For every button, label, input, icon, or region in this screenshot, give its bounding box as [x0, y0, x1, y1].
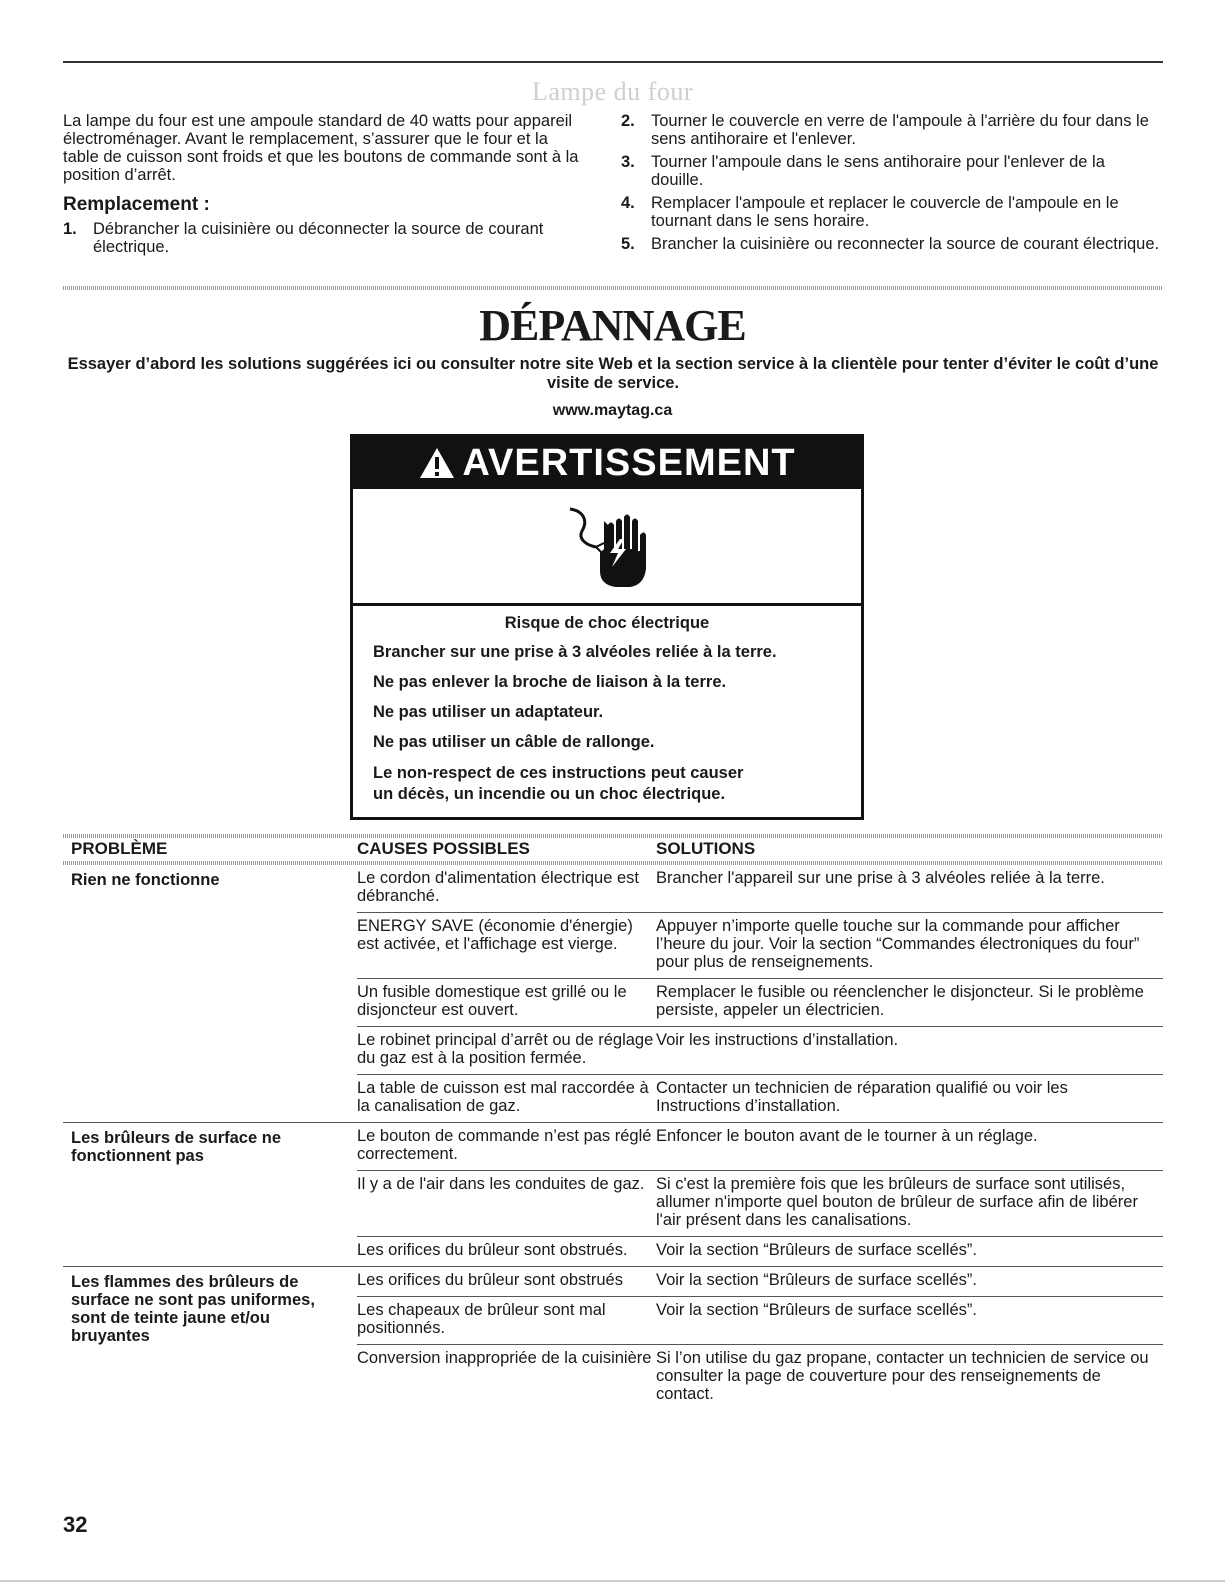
- solution-cell: Brancher l'appareil sur une prise à 3 alvéoles reliée à la terre.: [656, 869, 1105, 887]
- cause-cell: Les chapeaux de brûleur sont mal positionnés.: [357, 1301, 606, 1337]
- website-link[interactable]: www.maytag.ca: [552, 402, 673, 419]
- table-row: [357, 1344, 1163, 1410]
- electric-shock-hand-icon: [562, 501, 652, 591]
- step-number: 5.: [621, 235, 635, 253]
- solution-cell: Remplacer le fusible ou réenclencher le disjoncteur. Si le problème persiste, appeler un électricien.: [656, 983, 1144, 1019]
- cause-cell: Le cordon d'alimentation électrique est débranché.: [357, 869, 639, 905]
- step-number: 2.: [621, 112, 635, 130]
- solution-cell: Si l’on utilise du gaz propane, contacter un technicien de service ou consulter la page de couverture pour des renseignements de contact.: [656, 1349, 1149, 1403]
- lamp-step: [63, 220, 583, 256]
- top-rule: [63, 61, 1163, 63]
- header-problem: PROBLÈME: [71, 839, 168, 858]
- lamp-section-title: Lampe du four: [531, 77, 693, 106]
- table-row: [357, 1026, 1163, 1074]
- table-row: [357, 912, 1163, 978]
- problem-label: Rien ne fonctionne: [71, 871, 220, 889]
- solution-cell: Voir les instructions d’installation.: [656, 1031, 899, 1049]
- table-row: [357, 978, 1163, 1026]
- solution-cell: Contacter un technicien de réparation qualifié ou voir les Instructions d’installation.: [656, 1079, 1068, 1115]
- solution-cell: Voir la section “Brûleurs de surface scellés”.: [656, 1271, 977, 1289]
- warning-header-text: AVERTISSEMENT: [462, 441, 796, 484]
- step-text: Remplacer l'ampoule et replacer le couvercle de l'ampoule en le tournant dans le sens horaire.: [651, 194, 1119, 230]
- warning-line: Ne pas enlever la broche de liaison à la terre.: [373, 673, 727, 691]
- replacement-subheading: Remplacement :: [63, 194, 210, 215]
- solution-cell: Enfoncer le bouton avant de le tourner à un réglage.: [656, 1127, 1038, 1145]
- warning-text: [353, 606, 861, 805]
- cause-cell: Le bouton de commande n’est pas réglé correctement.: [357, 1127, 652, 1163]
- lamp-intro: La lampe du four est une ampoule standard de 40 watts pour appareil électroménager. Avant le remplacement, s’assurer que le four et la table de cuisson sont froids et que les boutons de commande sont à la position d’arrêt.: [63, 112, 579, 184]
- step-number: 4.: [621, 194, 635, 212]
- solution-cell: Voir la section “Brûleurs de surface scellés”.: [656, 1241, 977, 1259]
- warning-header: [353, 437, 861, 489]
- table-row: [357, 1236, 1163, 1266]
- warning-risk: Risque de choc électrique: [504, 614, 710, 632]
- problem-label: Les brûleurs de surface ne fonctionnent pas: [71, 1129, 281, 1165]
- step-text: Débrancher la cuisinière ou déconnecter la source de courant électrique.: [93, 220, 544, 256]
- problem-group: [63, 1267, 1163, 1410]
- lamp-right-column: [621, 112, 1161, 258]
- troubleshooting-table: [63, 834, 1163, 1410]
- warning-triangle-icon: [418, 446, 456, 480]
- bottom-rule: [0, 1580, 1225, 1582]
- section-divider: [63, 286, 1163, 290]
- troubleshooting-intro: Essayer d’abord les solutions suggérées ici ou consulter notre site Web et la section service à la clientèle pour tenter d’éviter le coût d’une visite de service.: [67, 355, 1159, 392]
- lamp-left-column: [63, 112, 583, 261]
- table-row: [357, 1170, 1163, 1236]
- step-number: 3.: [621, 153, 635, 171]
- cause-cell: Le robinet principal d’arrêt ou de réglage du gaz est à la position fermée.: [357, 1031, 654, 1067]
- problem-group: [63, 865, 1163, 1123]
- cause-cell: La table de cuisson est mal raccordée à la canalisation de gaz.: [357, 1079, 649, 1115]
- problem-group: [63, 1123, 1163, 1267]
- table-header-row: [63, 834, 1163, 861]
- warning-box: [350, 434, 864, 820]
- warning-icon-row: [353, 489, 861, 606]
- warning-consequence-2: un décès, un incendie ou un choc électrique.: [373, 785, 726, 803]
- table-row: [357, 1296, 1163, 1344]
- lamp-step: [621, 235, 1161, 253]
- cause-cell: Un fusible domestique est grillé ou le disjoncteur est ouvert.: [357, 983, 627, 1019]
- page-title: DÉPANNAGE: [479, 301, 746, 350]
- step-text: Brancher la cuisinière ou reconnecter la source de courant électrique.: [651, 235, 1160, 253]
- solution-cell: Si c'est la première fois que les brûleurs de surface sont utilisés, allumer n'importe quel bouton de brûleur de surface afin de libérer l'air présent dans les canalisations.: [656, 1175, 1138, 1229]
- cause-cell: Conversion inappropriée de la cuisinière: [357, 1349, 652, 1367]
- lamp-step: [621, 194, 1161, 230]
- header-solutions: SOLUTIONS: [656, 839, 756, 858]
- table-row: [357, 1074, 1163, 1122]
- cause-cell: ENERGY SAVE (économie d'énergie) est activée, et l'affichage est vierge.: [357, 917, 633, 953]
- header-causes: CAUSES POSSIBLES: [357, 839, 530, 858]
- cause-cell: Les orifices du brûleur sont obstrués.: [357, 1241, 628, 1259]
- solution-cell: Appuyer n’importe quelle touche sur la commande pour afficher l’heure du jour. Voir la section “Commandes électroniques du four” pour plus de renseignements.: [656, 917, 1140, 971]
- step-text: Tourner le couvercle en verre de l'ampoule à l'arrière du four dans le sens antihoraire et l'enlever.: [651, 112, 1149, 148]
- warning-line: Brancher sur une prise à 3 alvéoles reliée à la terre.: [373, 643, 777, 661]
- lamp-step: [621, 153, 1161, 189]
- cause-cell: Les orifices du brûleur sont obstrués: [357, 1271, 623, 1289]
- step-text: Tourner l'ampoule dans le sens antihoraire pour l'enlever de la douille.: [651, 153, 1105, 189]
- table-row: [357, 865, 1163, 912]
- cause-cell: Il y a de l'air dans les conduites de gaz.: [357, 1175, 645, 1193]
- table-row: [357, 1123, 1163, 1170]
- problem-label: Les flammes des brûleurs de surface ne sont pas uniformes, sont de teinte jaune et/ou bruyantes: [71, 1273, 315, 1345]
- solution-cell: Voir la section “Brûleurs de surface scellés”.: [656, 1301, 977, 1319]
- warning-consequence-1: Le non-respect de ces instructions peut causer: [373, 764, 744, 782]
- warning-line: Ne pas utiliser un câble de rallonge.: [373, 733, 655, 751]
- warning-line: Ne pas utiliser un adaptateur.: [373, 703, 604, 721]
- page-number: 32: [63, 1512, 88, 1537]
- step-number: 1.: [63, 220, 77, 238]
- lamp-step: [621, 112, 1161, 148]
- table-row: [357, 1267, 1163, 1296]
